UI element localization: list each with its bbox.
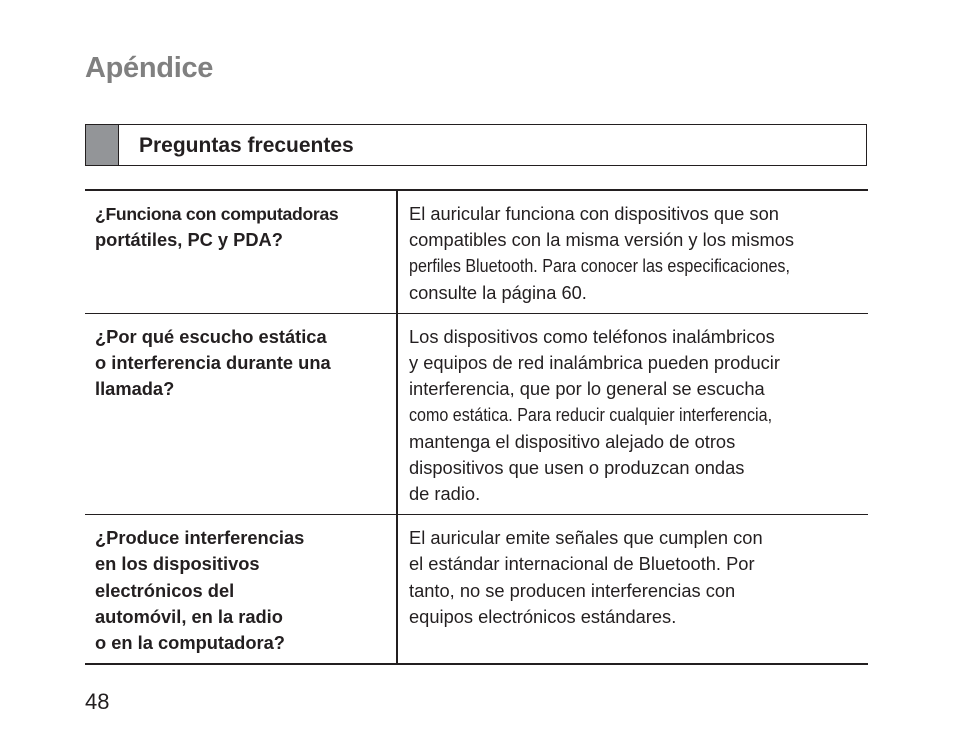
faq-question-line: llamada? <box>95 378 175 400</box>
faq-question-line: o interferencia durante una <box>95 352 331 374</box>
faq-answer-line: consulte la página 60. <box>409 281 587 303</box>
faq-answer <box>397 313 868 514</box>
faq-row <box>85 515 868 665</box>
page-number: 48 <box>85 689 110 714</box>
faq-answer-line: mantenga el dispositivo alejado de otros <box>409 430 736 452</box>
faq-answer-line: perfiles Bluetooth. Para conocer las especificaciones, <box>409 255 790 277</box>
faq-answer-line: equipos electrónicos estándares. <box>409 605 677 627</box>
faq-answer-line: el estándar internacional de Bluetooth. Por <box>409 553 755 575</box>
faq-question-line: automóvil, en la radio <box>95 605 283 627</box>
faq-question-line: portátiles, PC y PDA? <box>95 229 283 251</box>
faq-question-line: ¿Por qué escucho estática <box>95 325 327 347</box>
faq-question <box>85 313 397 514</box>
faq-question-line: ¿Produce interferencias <box>95 527 305 549</box>
section-marker <box>86 125 119 165</box>
faq-table <box>85 189 868 665</box>
faq-row <box>85 190 868 313</box>
page-title: Apéndice <box>85 52 214 84</box>
section-header <box>85 124 867 166</box>
faq-answer-line: tanto, no se producen interferencias con <box>409 579 736 601</box>
faq-question <box>85 190 397 313</box>
faq-answer-line: dispositivos que usen o produzcan ondas <box>409 456 745 478</box>
faq-question-line: electrónicos del <box>95 579 235 601</box>
faq-question-line: o en la computadora? <box>95 632 285 654</box>
faq-answer-line: interferencia, que por lo general se escucha <box>409 378 765 400</box>
faq-row <box>85 313 868 514</box>
faq-question-line: ¿Funciona con computadoras <box>95 204 339 224</box>
faq-answer-line: de radio. <box>409 483 481 505</box>
faq-answer <box>397 515 868 665</box>
faq-answer-line: El auricular funciona con dispositivos que son <box>409 203 779 224</box>
section-heading: Preguntas frecuentes <box>139 134 354 157</box>
faq-answer <box>397 190 868 313</box>
faq-answer-line: y equipos de red inalámbrica pueden producir <box>409 352 780 374</box>
faq-answer-line: compatibles con la misma versión y los mismos <box>409 229 795 251</box>
faq-answer-line: El auricular emite señales que cumplen con <box>409 527 763 549</box>
faq-question <box>85 515 397 665</box>
faq-answer-line: como estática. Para reducir cualquier interferencia, <box>409 404 773 426</box>
faq-answer-line: Los dispositivos como teléfonos inalámbricos <box>409 325 775 347</box>
faq-question-line: en los dispositivos <box>95 553 260 575</box>
